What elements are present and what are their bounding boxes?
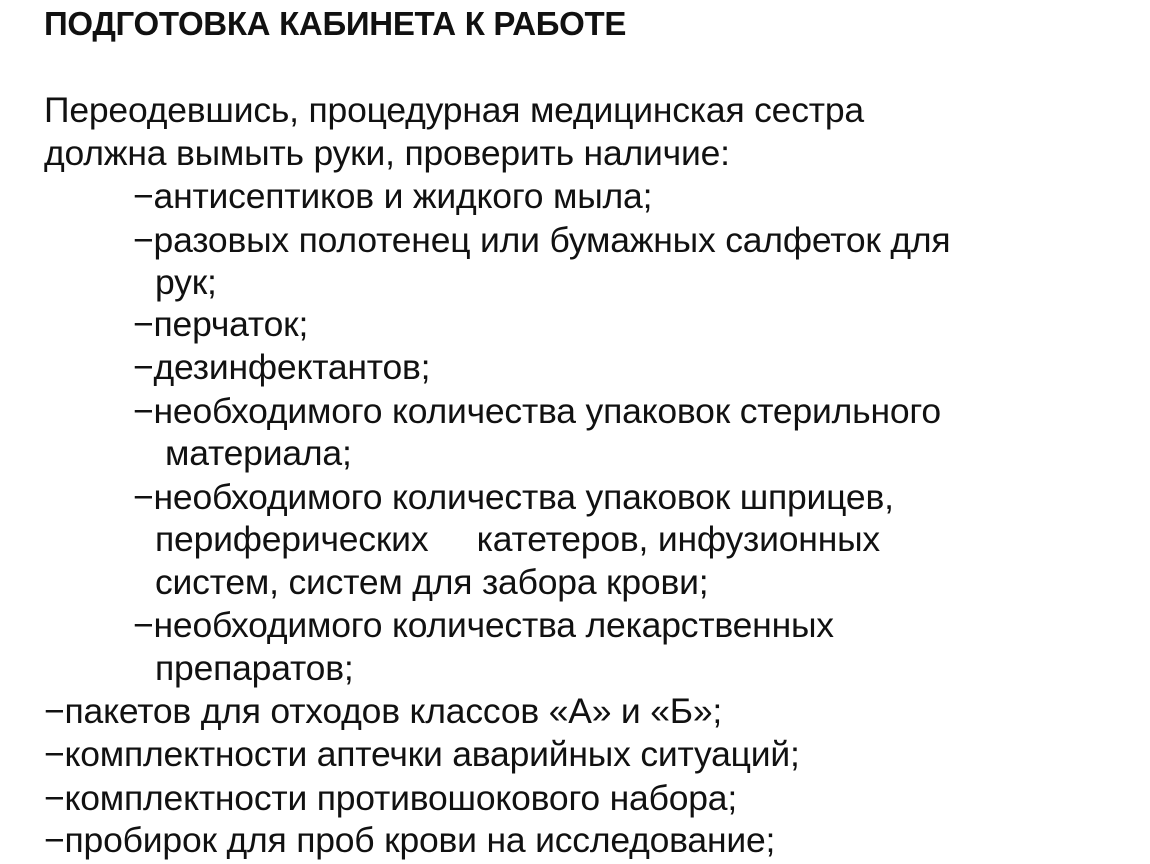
list-item: −дезинфектантов; [133,347,431,387]
list-item-continuation: периферических катетеров, инфузионных [155,519,880,559]
list-item-continuation: рук; [155,262,217,302]
list-item: −пробирок для проб крови на исследование; [44,820,776,860]
intro-line: Переодевшись, процедурная медицинская сестра [44,90,864,130]
list-item: −необходимого количества лекарственных [133,605,834,645]
list-item: −необходимого количества упаковок стерильного [133,391,941,431]
list-item: −перчаток; [133,304,309,344]
slide-title: ПОДГОТОВКА КАБИНЕТА К РАБОТЕ [44,5,627,42]
list-item-continuation: материала; [165,433,352,473]
list-item: −антисептиков и жидкого мыла; [133,176,653,216]
list-item: −пакетов для отходов классов «А» и «Б»; [44,691,723,731]
list-item: −комплектности противошокового набора; [44,778,738,818]
list-item: −комплектности аптечки аварийных ситуаций; [44,734,800,774]
list-item: −разовых полотенец или бумажных салфеток для [133,220,951,260]
list-item: −необходимого количества упаковок шприцев, [133,477,894,517]
intro-line: должна вымыть руки, проверить наличие: [44,133,730,173]
list-item-continuation: препаратов; [155,648,354,688]
list-item-continuation: систем, систем для забора крови; [155,562,709,602]
